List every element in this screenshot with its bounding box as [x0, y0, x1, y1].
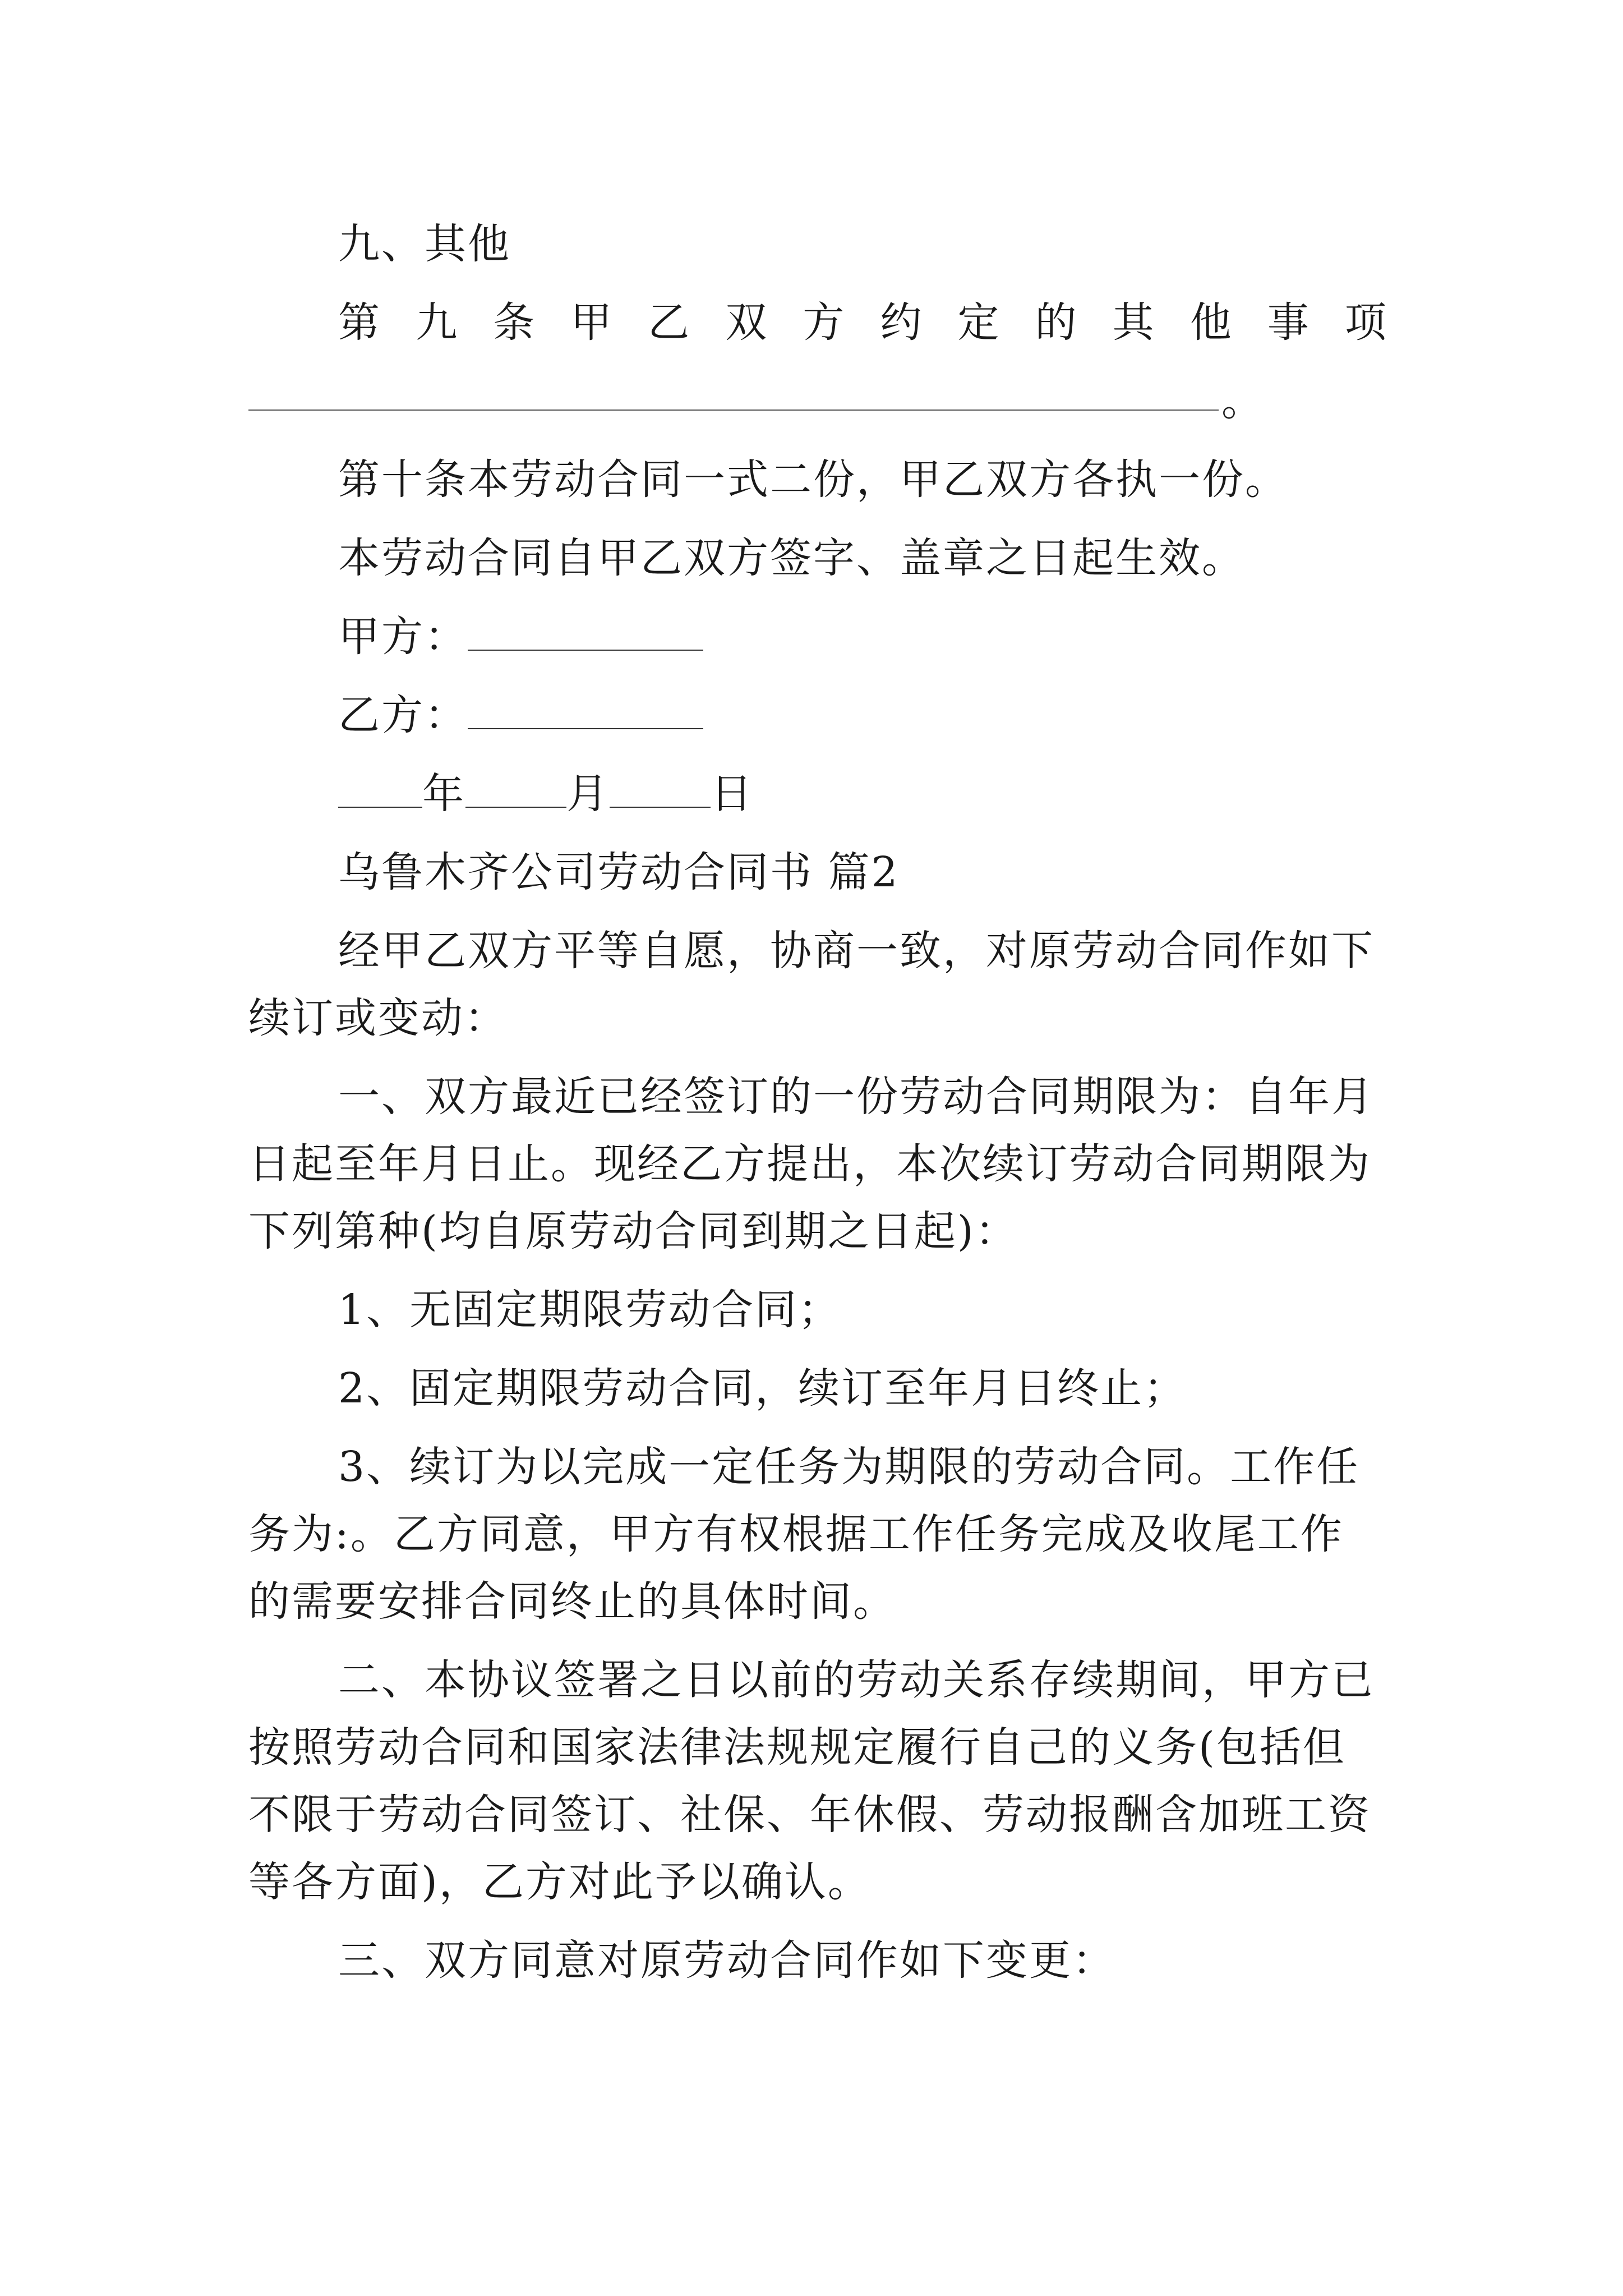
option-3-line-3: 的需要安排合同终止的具体时间。 [248, 1577, 896, 1626]
party-a-blank[interactable] [468, 613, 703, 651]
article-9-char: 方 [803, 298, 846, 347]
month-blank[interactable] [465, 770, 566, 808]
year-blank[interactable] [338, 770, 422, 808]
item-1-line-1: 一、双方最近已经签订的一份劳动合同期限为：自年月 [338, 1073, 1375, 1121]
section-heading: 九、其他 [338, 220, 511, 268]
article-9-char: 九 [416, 298, 459, 347]
intro-line-1: 经甲乙双方平等自愿，协商一致，对原劳动合同作如下 [338, 927, 1375, 975]
article-9-char: 双 [725, 298, 769, 347]
year-label: 年 [422, 770, 465, 818]
month-label: 月 [566, 770, 610, 818]
article-9-char: 乙 [648, 298, 691, 347]
item-2-line-2: 按照劳动合同和国家法律法规规定履行自己的义务(包括但 [248, 1723, 1346, 1772]
party-a-signature [338, 609, 1388, 665]
party-b-blank[interactable] [468, 691, 703, 729]
article-9-char: 第 [338, 298, 381, 347]
party-a-label: 甲方： [338, 613, 468, 661]
article-9-char: 的 [1035, 298, 1078, 347]
article-9-char: 条 [493, 298, 537, 347]
article-10-text: 第十条本劳动合同一式二份，甲乙双方各执一份。 [338, 455, 1288, 504]
party-b-signature [338, 687, 1388, 743]
day-blank[interactable] [610, 770, 711, 808]
article-9-char: 事 [1267, 298, 1311, 347]
item-2-line-3: 不限于劳动合同签订、社保、年休假、劳动报酬含加班工资 [248, 1791, 1371, 1839]
article-9-char: 定 [957, 298, 1001, 347]
option-3-line-1: 3、续订为以完成一定任务为期限的劳动合同。工作任 [338, 1443, 1360, 1491]
item-3: 三、双方同意对原劳动合同作如下变更： [338, 1936, 1115, 1985]
item-2-line-4: 等各方面)，乙方对此予以确认。 [248, 1858, 871, 1906]
item-2-line-1: 二、本协议签署之日以前的劳动关系存续期间，甲方已 [338, 1656, 1375, 1704]
option-2: 2、固定期限劳动合同，续订至年月日终止； [338, 1364, 1187, 1412]
signing-date [338, 766, 1388, 822]
option-1: 1、无固定期限劳动合同； [338, 1286, 842, 1334]
article-9-char: 甲 [570, 298, 614, 347]
article-9-blank-line [248, 409, 1219, 411]
option-3-line-2: 务为:。乙方同意，甲方有权根据工作任务完成及收尾工作 [248, 1510, 1344, 1558]
intro-line-2: 续订或变动： [248, 994, 508, 1042]
effective-clause: 本劳动合同自甲乙双方签字、盖章之日起生效。 [338, 534, 1245, 582]
day-label: 日 [711, 770, 754, 818]
article-9-char: 项 [1344, 298, 1388, 347]
article-9-char: 他 [1189, 298, 1233, 347]
article-9-period: 。 [1221, 377, 1265, 425]
part-2-title: 乌鲁木齐公司劳动合同书 篇2 [338, 848, 900, 896]
article-9-char: 约 [880, 298, 924, 347]
item-1-line-3: 下列第种(均自原劳动合同到期之日起)： [248, 1207, 1018, 1255]
article-9-text [338, 295, 1388, 351]
item-1-line-2: 日起至年月日止。现经乙方提出，本次续订劳动合同期限为 [248, 1140, 1371, 1188]
party-b-label: 乙方： [338, 691, 468, 739]
article-9-char: 其 [1112, 298, 1156, 347]
